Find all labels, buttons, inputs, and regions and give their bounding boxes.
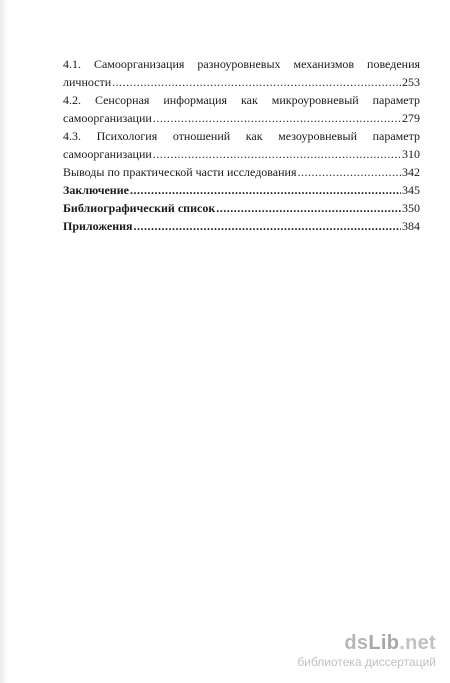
toc-page-number: 342 xyxy=(402,165,420,179)
toc-entry-title-line xyxy=(63,55,420,73)
toc-entry-title: Библиографический список xyxy=(63,201,216,215)
toc-entry-4-1[interactable] xyxy=(63,55,420,91)
dot-leader xyxy=(130,181,401,199)
toc-entry-title-continuation: самоорганизации xyxy=(63,111,152,125)
toc-entry-number: 4.2. xyxy=(63,93,81,107)
toc-entry-line xyxy=(63,181,420,199)
dot-leader xyxy=(153,145,401,163)
toc-page-number: 279 xyxy=(402,111,420,125)
toc-entry-bibliography[interactable] xyxy=(63,199,420,217)
toc-entry-conclusions[interactable] xyxy=(63,163,420,181)
toc-entry-continuation-line xyxy=(63,145,420,163)
dot-leader xyxy=(298,163,402,181)
toc-page-number: 310 xyxy=(402,147,420,161)
page-edge xyxy=(0,0,8,683)
toc-entry-continuation-line xyxy=(63,73,420,91)
toc-entry-summary[interactable] xyxy=(63,181,420,199)
toc-entry-title: Самоорганизация разноуровневых механизмов поведения xyxy=(93,57,421,71)
dslib-watermark xyxy=(297,632,436,670)
toc-page-number: 384 xyxy=(402,219,420,233)
toc-entry-line xyxy=(63,199,420,217)
toc-entry-title-line xyxy=(63,91,420,109)
toc-entry-number: 4.1. xyxy=(63,57,81,71)
toc-entry-4-2[interactable] xyxy=(63,91,420,127)
toc-page-number: 253 xyxy=(402,75,420,89)
toc-entry-title-continuation: личности xyxy=(63,75,112,89)
watermark-logo: dsLib.net xyxy=(344,632,436,654)
toc-entry-continuation-line xyxy=(63,109,420,127)
watermark-subtitle: библиотека диссертаций xyxy=(297,655,436,669)
toc-entry-title: Выводы по практической части исследования xyxy=(63,165,297,179)
dot-leader xyxy=(216,199,401,217)
toc-entry-title: Приложения xyxy=(63,219,133,233)
toc-entry-title: Психология отношений как мезоуровневый параметр xyxy=(96,129,420,143)
toc-entry-line xyxy=(63,217,420,235)
dot-leader xyxy=(112,73,401,91)
toc-entry-line xyxy=(63,163,420,181)
toc-entry-4-3[interactable] xyxy=(63,127,420,163)
toc-entry-title: Заключение xyxy=(63,183,129,197)
toc-page-number: 345 xyxy=(402,183,420,197)
toc-entry-number: 4.3. xyxy=(63,129,81,143)
toc-page-number: 350 xyxy=(402,201,420,215)
dot-leader xyxy=(134,217,401,235)
table-of-contents xyxy=(63,55,420,235)
toc-entry-appendices[interactable] xyxy=(63,217,420,235)
toc-entry-title-continuation: самоорганизации xyxy=(63,147,152,161)
dot-leader xyxy=(153,109,401,127)
toc-entry-title-line xyxy=(63,127,420,145)
toc-entry-title: Сенсорная информация как микроуровневый параметр xyxy=(94,93,421,107)
